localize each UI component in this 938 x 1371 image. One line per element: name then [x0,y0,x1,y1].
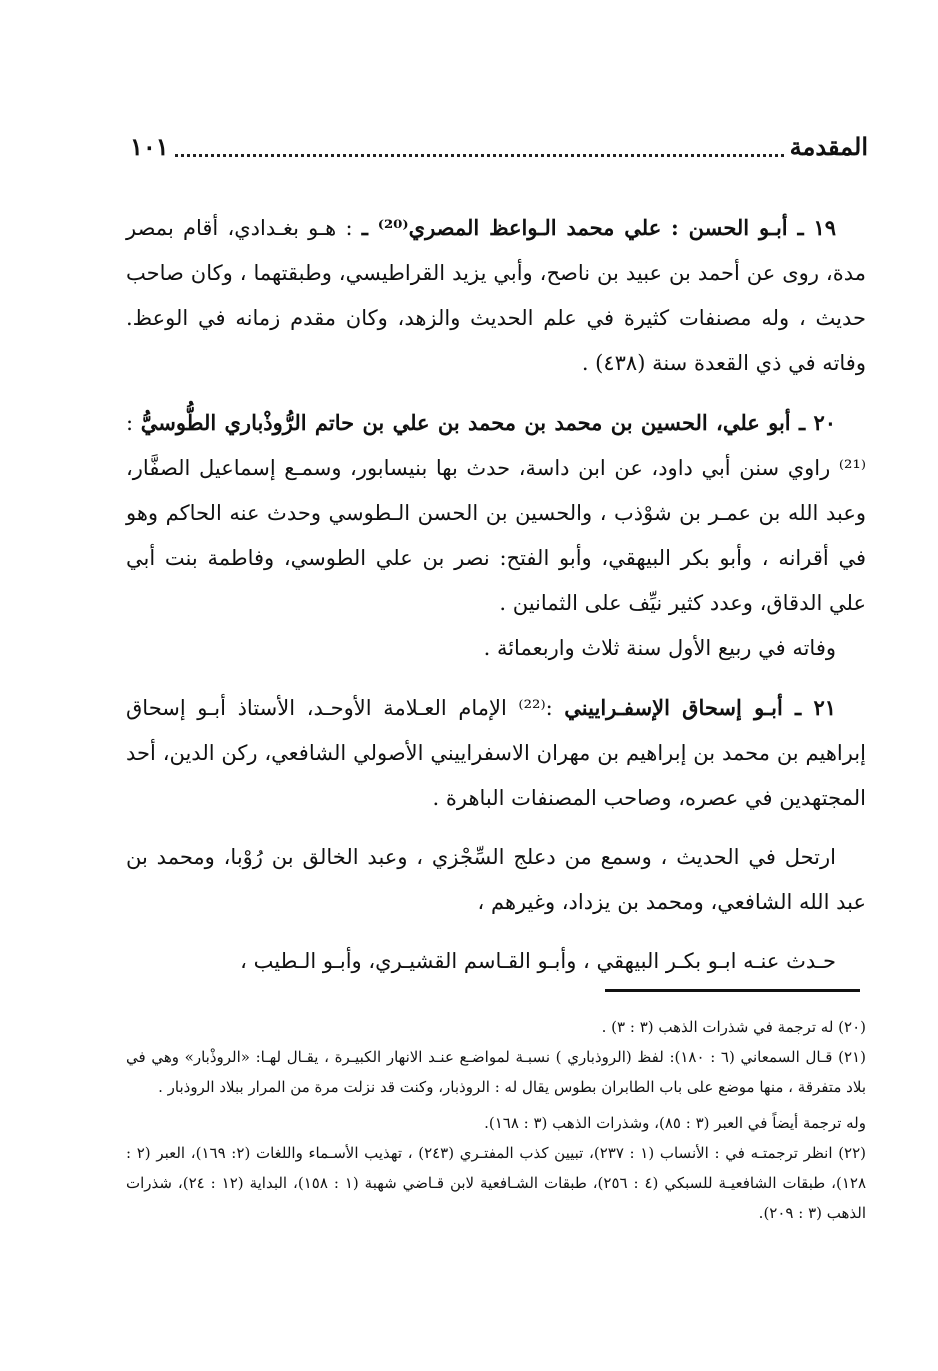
entry-21-travel [126,835,866,925]
footnote-22: (٢٢) انظر ترجمتـه في : الأنساب (١ : ٢٣٧)، تبيين كذب المفتـري (٢٤٣) ، تهذيب الأسـماء واللغات (٢: ١٦٩)، العبر (٢ : ١٢٨)، طبقات الشافعيـة للسبكي (٤ : ٢٥٦)، طبقات الشـافعية لابن قـاضي شهبة (١ : ١٥٨)، البداية (١٢ : ٢٤)، شذرات الذهب (٣ : ٢٠٩). [126,1144,867,1222]
entry-21 [126,685,866,821]
footnote-21: (٢١) قـال السمعاني (٦ : ١٨٠): لفظ (الروذباري ) نسبـة لمواضـع عنـد الانهار الكبيـرة ، يقـال لهـا: «الروذْبار» وهي في بلاد متفرقة ، منها موضع على باب الطابران بطوس يقال له : الروذبار، وكنت قد نزلت مرة من المرار ببلاد الروذبار . [126,1048,866,1096]
header-dot-leader [175,136,784,157]
page-number: ١٠١ [130,131,169,161]
entry-19-heading: ١٩ ـ أبـو الحسن : علي محمد الـواعظ المصري⁽²⁰⁾ ـ [361,215,837,240]
main-text [126,205,866,998]
entry-21-paragraph-3: حـدث عنـه ابـو بكـر البيهقي ، وأبـو القـاسم القشيـري، وأبـو الـطيب ، [240,949,836,973]
entry-19 [126,205,866,386]
entry-21-text: :⁽²²⁾ الإمام العـلامة الأوحـد، الأستاذ أبـو إسحاق إبراهيم بن محمد بن إبراهيم بن مهران الاسفراييني الأصولي الشافعي، ركن الدين، أحد المجتهدين في عصره، وصاحب المصنفات الباهرة . [126,696,866,810]
entry-20-paragraph [126,400,866,626]
entry-21-paragraph-2: ارتحل في الحديث ، وسمع من دعلج السِّجْزي ، وعبد الخالق بن رُوْبا، ومحمد بن عبد الله الشافعي، ومحمد بن يزداد، وغيرهم ، [126,845,866,914]
entry-20 [126,400,866,671]
entry-20-text: :⁽²¹⁾ راوي سنن أبي داود، عن ابن داسة، حدث بها بنيسابور، وسمـع إسماعيل الصفَّار، وعبد الله بن عمـر بن شوْذب ، والحسين بن الحسن الـطوسي وحدث عنه الحاكم وهو في أقرانه ، وأبو بكر البيهقي، وأبو الفتح: نصر بن علي الطوسي، وفاطمة بنت أبي علي الدقاق، وعدد كثير نيِّف على الثمانين . [126,411,866,615]
entry-20-heading: ٢٠ ـ أبو علي، الحسين بن محمد بن محمد بن علي بن حاتم الرُّوذْباري الطُّوسيُّ [140,410,836,435]
entry-19-paragraph [126,205,866,386]
entry-21-paragraph [126,685,866,821]
footnote-20: (٢٠) له ترجمة في شذرات الذهب (٣ : ٣) . [601,1018,866,1036]
footnotes [126,1012,866,1228]
entry-21-heading: ٢١ ـ أبـو إسحاق الإسفـراييني [564,695,836,720]
entry-21-students [126,939,866,984]
footnote-21-continuation: وله ترجمة أيضاً في العبر (٣ : ٨٥)، وشذرات الذهب (٣ : ١٦٨). [484,1114,866,1132]
footnote-separator [605,989,860,992]
entry-20-death-note: وفاته في ربيع الأول سنة ثلاث واربعمائة . [483,636,836,660]
entry-19-text: : هـو بغـدادي، أقام بمصر مدة، روى عن أحمد بن عبيد بن ناصح، وأبي يزيد القراطيسي، وطبقتهما ، وكان صاحب حديث ، وله مصنفات كثيرة في علم الحديث والزهد، وكان مقدم زمانه في الوعظ. وفاته في ذي القعدة سنة (٤٣٨) . [126,216,866,375]
section-title: المقدمة [789,131,868,161]
running-header [130,128,868,164]
